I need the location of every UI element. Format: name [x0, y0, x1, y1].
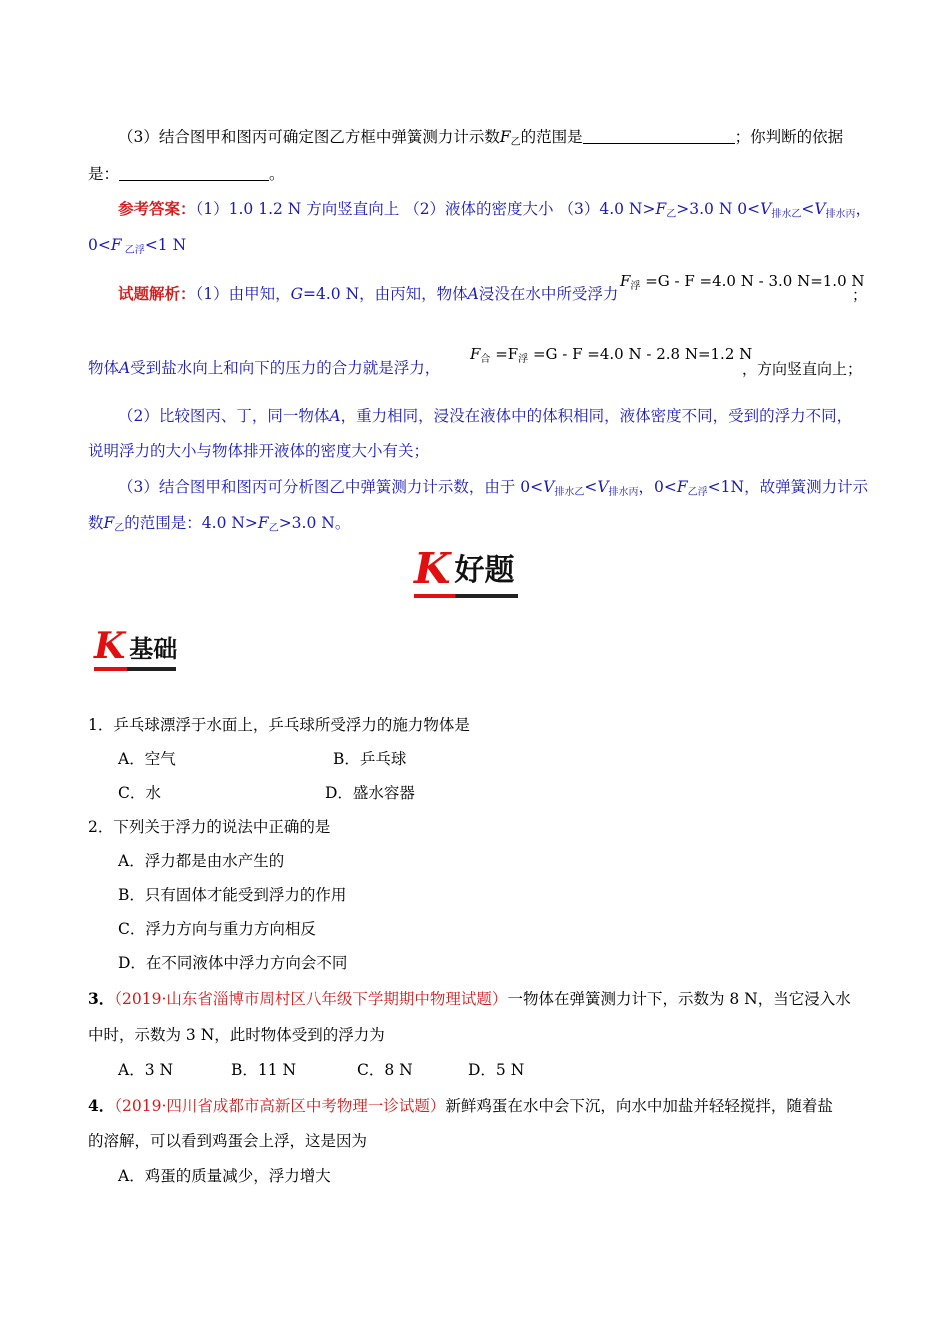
answer-label: 参考答案：	[118, 199, 196, 218]
q3-stem2: 中时，示数为 3 N，此时物体受到的浮力为	[88, 1026, 385, 1044]
answer-var-v2: V	[814, 200, 826, 218]
analysis-p2-line2	[88, 440, 868, 462]
p3l2-f1: F	[103, 514, 115, 532]
q2-d: D．在不同液体中浮力方向会不同	[118, 954, 348, 972]
formula2-f: F	[470, 345, 481, 363]
p3l2-a: 数	[88, 514, 104, 532]
q1-option-b[interactable]	[333, 748, 533, 770]
formula1-f: F	[620, 272, 631, 290]
question-1-stem	[88, 714, 868, 736]
q3-option-b[interactable]	[231, 1059, 341, 1081]
answer-blank-2[interactable]	[119, 166, 269, 181]
p3-a: （3）结合图甲和图丙可分析图乙中弹簧测力计示数，由于 0<	[118, 478, 544, 496]
q3-stem1: 一物体在弹簧测力计下，示数为 8 N，当它浸入水	[507, 990, 851, 1008]
answer-var-f: F	[655, 200, 667, 218]
q2-option-b[interactable]	[118, 884, 898, 906]
answer-line2-f: F	[110, 236, 122, 254]
q3-part3-line1	[118, 126, 898, 154]
question-4-stem-line1	[88, 1095, 868, 1117]
p2-a: （2）比较图丙、丁，同一物体	[118, 407, 330, 425]
q3-option-c[interactable]	[357, 1059, 467, 1081]
p2-var-a: A	[329, 407, 341, 425]
p3-lt: <	[584, 478, 598, 496]
q4-option-a[interactable]	[118, 1165, 898, 1187]
q4-stem1: 新鲜鸡蛋在水中会下沉，向水中加盐并轻轻搅拌，随着盐	[445, 1097, 833, 1115]
p3l2-sub1: 乙	[114, 523, 125, 534]
q3-d: D．5 N	[468, 1061, 525, 1079]
answer-text-b: >3.0 N 0<	[676, 200, 761, 218]
q2-a: A．浮力都是由水产生的	[118, 852, 285, 870]
analysis-text-b: =4.0 N，由丙知，物体	[303, 285, 468, 303]
p3l2-sub2: 乙	[268, 523, 279, 534]
p3l2-c: >3.0 N。	[278, 514, 351, 532]
analysis-label: 试题解析：	[118, 284, 196, 303]
question-4-stem-line2	[88, 1130, 868, 1152]
answer-line2	[88, 234, 868, 262]
answer-text-a: （1）1.0 1.2 N 方向竖直向上 （2）液体的密度大小 （3）4.0 N>	[195, 200, 656, 218]
banner-sub-k-logo: K	[94, 625, 126, 667]
banner-sub-underline	[94, 667, 176, 671]
analysis-var-g: G	[290, 285, 304, 303]
banner-sub-title: 基础	[129, 634, 178, 663]
q3-source: （2019·山东省淄博市周村区八年级下学期期中物理试题）	[114, 990, 508, 1008]
q3-num: 3．	[88, 989, 115, 1008]
p3-sub1: 排水乙	[554, 487, 585, 498]
q1-option-c[interactable]	[118, 782, 318, 804]
p3-mid: ，0<	[638, 478, 677, 496]
q3-option-a[interactable]	[118, 1059, 228, 1081]
answer-lt: <	[801, 200, 815, 218]
q1-stem: 1．乒乓球漂浮于水面上，乒乓球所受浮力的施力物体是	[88, 716, 470, 734]
analysis-text-c: 浸没在水中所受浮力	[478, 285, 619, 303]
p3l2-f2: F	[257, 514, 269, 532]
q4-stem2: 的溶解，可以看到鸡蛋会上浮，这是因为	[88, 1132, 368, 1150]
q4-a: A．鸡蛋的质量减少，浮力增大	[118, 1167, 331, 1185]
analysis-line2-b: 受到盐水向上和向下的压力的合力就是浮力，	[130, 359, 441, 377]
q3-part3-line2	[88, 163, 868, 185]
p2-b: ，重力相同，浸没在液体中的体积相同，液体密度不同，受到的浮力不同，	[340, 407, 853, 425]
q2-option-c[interactable]	[118, 918, 898, 940]
answer-comma: ，	[855, 200, 872, 218]
formula2-mid: =F	[490, 345, 519, 363]
answer-line2-sub: 乙浮	[121, 245, 145, 256]
q1-c: C．水	[118, 784, 161, 802]
analysis-line2-var-a: A	[119, 359, 131, 377]
q1-option-a[interactable]	[118, 748, 318, 770]
q3-text: （3）结合图甲和图丙可确定图乙方框中弹簧测力计示数	[118, 128, 500, 146]
p2-line2: 说明浮力的大小与物体排开液体的密度大小有关；	[88, 442, 430, 460]
q4-num: 4．	[88, 1096, 115, 1115]
answer-sub-v2: 排水丙	[825, 209, 856, 220]
p3-v2: V	[597, 478, 609, 496]
p3-sub2: 排水丙	[608, 487, 639, 498]
question-3-stem-line1	[88, 988, 868, 1010]
q1-a: A．空气	[118, 750, 176, 768]
semicolon: ；	[852, 286, 868, 304]
answer-var-v1: V	[760, 200, 772, 218]
formula1-rest: =G - F =4.0 N - 3.0 N=1.0 N	[640, 272, 865, 290]
formula2-sub1: 合	[480, 354, 491, 365]
section-banner-basic	[94, 625, 178, 667]
q3-a: A．3 N	[118, 1061, 174, 1079]
answer-line2-b: <1 N	[144, 236, 187, 254]
answer-sub-f: 乙	[666, 209, 677, 220]
analysis-p2-line1	[118, 405, 898, 427]
formula2-rest: =G - F =4.0 N - 2.8 N=1.2 N	[528, 345, 753, 363]
q3-line2-pre: 是：	[88, 165, 120, 183]
answer-blank-1[interactable]	[583, 129, 735, 144]
var-f: F	[499, 128, 511, 146]
answer-sub-v1: 排水乙	[771, 209, 802, 220]
q1-b: B．乒乓球	[333, 750, 407, 768]
q3-line2-post: 。	[269, 165, 285, 183]
q2-stem: 2．下列关于浮力的说法中正确的是	[88, 818, 331, 836]
analysis-var-a: A	[467, 285, 479, 303]
p3-fsub: 乙浮	[687, 487, 708, 498]
q3-c: C．8 N	[357, 1061, 413, 1079]
formula2-sub2: 浮	[518, 354, 529, 365]
analysis-line2-tail	[742, 358, 862, 379]
q3-text-post2: ；你判断的依据	[734, 128, 844, 146]
q4-source: （2019·四川省成都市高新区中考物理一诊试题）	[114, 1097, 446, 1115]
answer-line1	[118, 198, 898, 226]
q2-option-a[interactable]	[118, 850, 898, 872]
q1-d: D．盛水容器	[325, 784, 415, 802]
q3-b: B．11 N	[231, 1061, 297, 1079]
q1-option-d[interactable]	[325, 782, 525, 804]
section-banner-main	[414, 544, 515, 593]
q2-c: C．浮力方向与重力方向相反	[118, 920, 316, 938]
p3-f: F	[676, 478, 688, 496]
analysis-p3-line1	[118, 476, 898, 504]
answer-line2-a: 0<	[88, 236, 111, 254]
formula1-sub: 浮	[630, 281, 641, 292]
q3-text-post: 的范围是	[520, 128, 583, 146]
question-2-stem	[88, 816, 868, 838]
q3-option-d[interactable]	[468, 1059, 578, 1081]
formula1-semicolon	[852, 284, 867, 305]
sub-yi: 乙	[510, 137, 521, 148]
analysis-line2-a: 物体	[88, 359, 120, 377]
formula-buoyancy-1	[620, 272, 865, 292]
analysis-p3-line2	[88, 512, 868, 540]
p3-v1: V	[543, 478, 555, 496]
p3-end: <1N，故弹簧测力计示	[707, 478, 869, 496]
banner-title: 好题	[454, 553, 515, 588]
question-3-stem-line2	[88, 1024, 868, 1046]
banner-k-logo: K	[414, 544, 451, 593]
q2-option-d[interactable]	[118, 952, 898, 974]
formula-buoyancy-2	[470, 345, 752, 365]
q2-b: B．只有固体才能受到浮力的作用	[118, 886, 347, 904]
analysis-text-a: （1）由甲知，	[195, 285, 291, 303]
banner-main-underline	[414, 594, 518, 598]
p3l2-b: 的范围是：4.0 N>	[124, 514, 258, 532]
analysis-line2-c: ，方向竖直向上；	[742, 360, 863, 378]
